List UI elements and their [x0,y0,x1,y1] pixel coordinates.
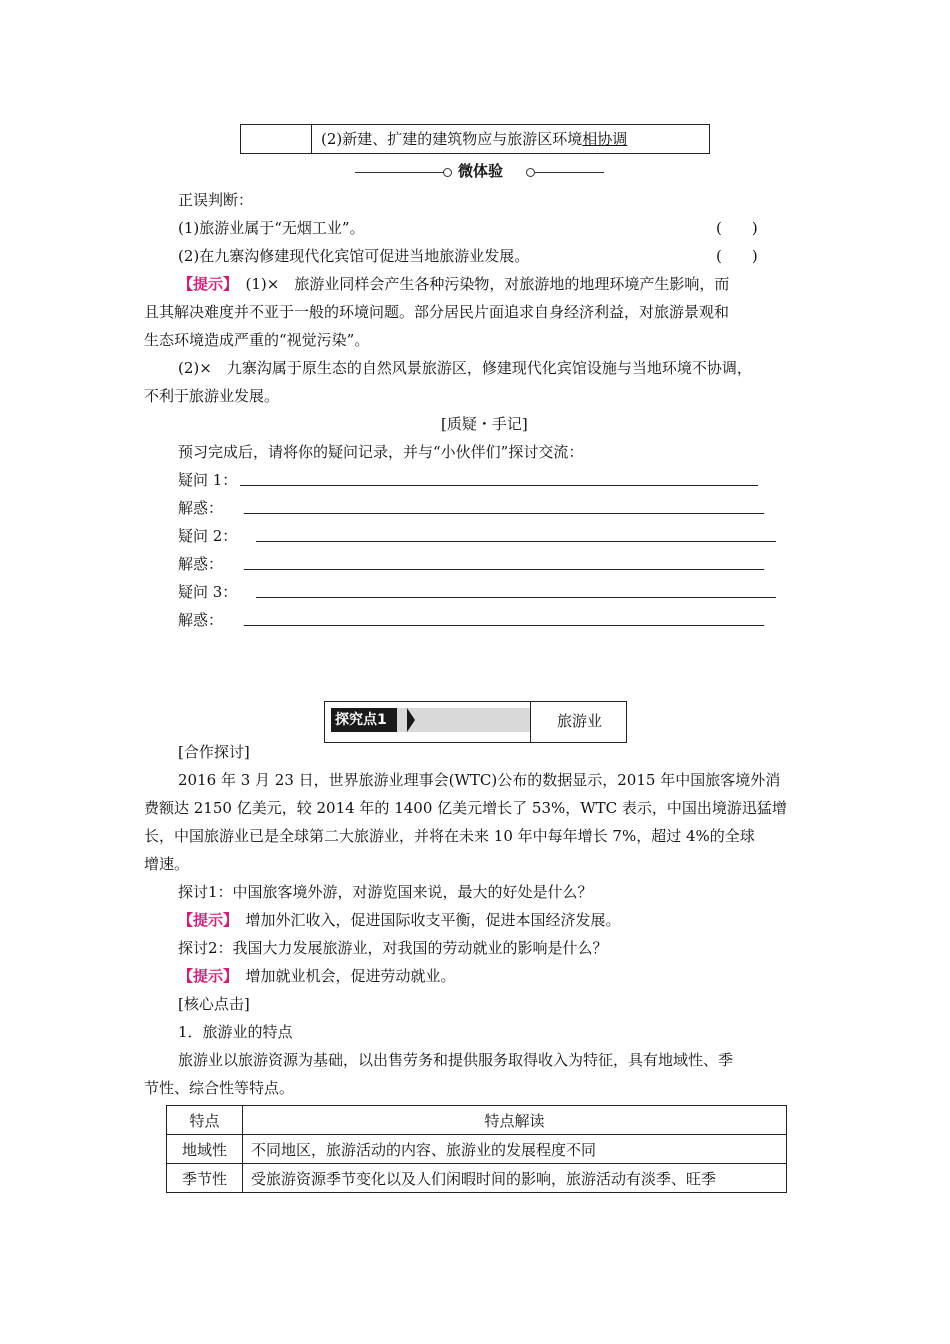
table-row [167,1164,787,1193]
answer1-line3: 生态环境造成严重的“视觉污染”。 [144,331,370,349]
explore-badge-arrow-icon [407,708,415,732]
question-label-3: 疑问 3： [178,583,238,601]
hint-label-a2: 【提示】 [178,967,231,985]
answer-label-3: 解惑： [178,611,224,629]
table-header-cell: 特点 [167,1106,243,1135]
judge-heading: 正误判断： [178,191,254,209]
notes-heading: [质疑・手记] [441,415,528,433]
answer1-line2: 且其解决难度并不亚于一般的环境问题。部分居民片面追求自身经济利益，对旅游景观和 [144,303,730,321]
answer-blank-2[interactable] [244,569,764,570]
question-label-2: 疑问 2： [178,527,238,545]
top-table-fragment [240,124,710,154]
answer-label-2: 解惑： [178,555,224,573]
core-subheading: 1．旅游业的特点 [178,1023,293,1041]
notes-intro: 预习完成后，请将你的疑问记录，并与“小伙伴们”探讨交流： [178,443,584,461]
answer1-text1: (1)× 旅游业同样会产生各种污染物，对旅游地的地理环境产生影响，而 [245,275,730,293]
core-para-2: 节性、综合性等特点。 [144,1079,295,1097]
table-cell-key: 季节性 [167,1164,243,1193]
question-blank-2[interactable] [256,541,776,542]
answer2-line1: (2)× 九寨沟属于原生态的自然风景旅游区，修建现代化宾馆设施与当地环境不协调， [178,359,752,377]
discussion-a2 [178,966,456,986]
explore-separator [530,702,531,742]
table-header-cell: 特点解读 [243,1106,787,1135]
core-heading: [核心点击] [178,995,250,1013]
table-cell-value: 受旅游资源季节变化以及人们闲暇时间的影响，旅游活动有淡季、旺季 [243,1164,787,1193]
explore-point-box [324,701,627,743]
discussion-a2-text: 增加就业机会，促进劳动就业。 [245,967,456,985]
table-cell-value: 不同地区，旅游活动的内容、旅游业的发展程度不同 [243,1135,787,1164]
section-rule-left [355,172,443,173]
cooperate-para-4: 增速。 [144,855,190,873]
section-dot-right [526,168,535,177]
answer-blank-3[interactable] [244,625,764,626]
discussion-q1: 探讨1：中国旅客境外游，对游览国来说，最大的好处是什么？ [178,883,593,901]
section-title: 微体验 [458,162,504,180]
top-table-underlined: 相协调 [582,130,628,148]
discussion-a1-text: 增加外汇收入，促进国际收支平衡，促进本国经济发展。 [245,911,621,929]
answer-blank-1[interactable] [244,513,764,514]
features-table [166,1105,787,1193]
table-row [167,1135,787,1164]
core-para-1: 旅游业以旅游资源为基础，以出售劳务和提供服务取得收入为特征，具有地域性、季 [178,1051,734,1069]
explore-badge [331,708,531,732]
answer1-line1 [178,274,729,294]
hint-label-a1: 【提示】 [178,911,231,929]
hint-label: 【提示】 [178,275,231,293]
cooperate-para-3: 长，中国旅游业已是全球第二大旅游业，并将在未来 10 年中每年增长 7%，超过 4%的全球 [144,827,755,845]
judge-item-1: (1)旅游业属于“无烟工业”。 [178,219,365,237]
table-cell-key: 地域性 [167,1135,243,1164]
cooperate-heading: [合作探讨] [178,743,250,761]
answer-label-1: 解惑： [178,499,224,517]
table-header-row [167,1106,787,1135]
discussion-q2: 探讨2：我国大力发展旅游业，对我国的劳动就业的影响是什么？ [178,939,608,957]
judge-item-2: (2)在九寨沟修建现代化宾馆可促进当地旅游业发展。 [178,247,530,265]
top-table-text: (2)新建、扩建的建筑物应与旅游区环境 [321,130,583,148]
section-dot-left [443,168,452,177]
cooperate-para-2: 费额达 2150 亿美元，较 2014 年的 1400 亿美元增长了 53%，WTC 表示，中国出境游迅猛增 [144,799,787,817]
answer2-line2: 不利于旅游业发展。 [144,387,280,405]
section-rule-right [535,172,604,173]
question-label-1: 疑问 1： [178,471,238,489]
discussion-a1 [178,910,621,930]
explore-topic: 旅游业 [557,712,603,730]
explore-badge-label: 探究点1 [331,708,397,732]
question-blank-3[interactable] [256,597,776,598]
judge-bracket-2: ( ) [716,247,758,265]
top-table-text-cell [321,128,627,149]
judge-bracket-1: ( ) [716,219,758,237]
question-blank-1[interactable] [240,485,758,486]
top-table-empty-cell [241,125,312,153]
cooperate-para-1: 2016 年 3 月 23 日，世界旅游业理事会(WTC)公布的数据显示，2015 年中国旅客境外消 [178,771,781,789]
